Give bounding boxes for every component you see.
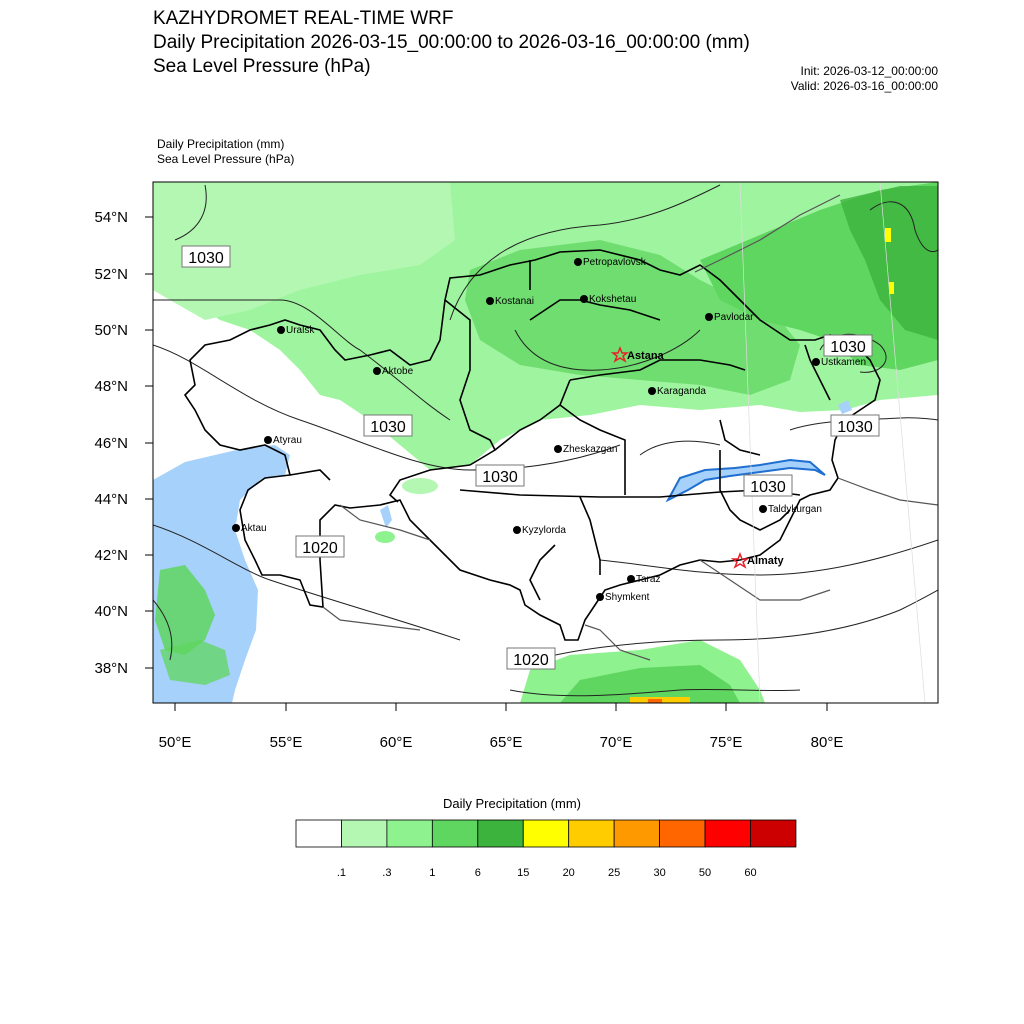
city-marker [264,436,272,444]
isobar-label: 1020 [513,652,549,669]
colorbar-swatch [387,820,432,847]
colorbar-label: 15 [517,867,530,879]
colorbar-swatch [296,820,341,847]
city-label: Karaganda [657,386,706,397]
precip-patch [402,478,438,494]
city-label: Petropavlovsk [583,257,646,268]
city-marker [373,367,381,375]
lat-label: 48°N [94,378,128,395]
colorbar-swatch [341,820,386,847]
lat-labels [94,209,128,677]
isobar-label: 1020 [302,540,338,557]
city-marker [627,575,635,583]
isobar-label: 1030 [188,250,224,267]
lon-label: 65°E [489,734,523,751]
colorbar-label: 60 [744,867,757,879]
chart-subtitle-pressure: Sea Level Pressure (hPa) [153,56,371,77]
lat-axis [145,217,153,668]
colorbar-swatch [614,820,659,847]
city-marker [812,358,820,366]
chart-title: KAZHYDROMET REAL-TIME WRF [153,8,454,29]
city-label: Kostanai [495,296,534,307]
city-label: Taraz [636,574,661,585]
city-marker [554,445,562,453]
lon-label: 50°E [158,734,192,751]
precip-spot-red [648,699,662,703]
city-label: Uralsk [286,325,315,336]
city-label: Aktau [241,523,267,534]
city-marker [759,505,767,513]
colorbar-label: 6 [474,867,481,879]
field-legend-pressure: Sea Level Pressure (hPa) [157,152,295,166]
city-label: Atyrau [273,435,302,446]
city-marker [513,526,521,534]
colorbar-swatch [432,820,477,847]
city-marker [648,387,656,395]
city-marker [486,297,494,305]
lon-label: 55°E [269,734,303,751]
valid-time: Valid: 2026-03-16_00:00:00 [790,79,938,93]
city-label: Aktobe [382,366,414,377]
city-marker [232,524,240,532]
lon-axis [175,703,827,711]
city-label: Zheskazgan [563,444,618,455]
field-legend-precip: Daily Precipitation (mm) [157,137,285,151]
city-label: Ustkamen [821,357,867,368]
city-label: Shymkent [605,592,650,603]
city-label: Kokshetau [589,294,637,305]
colorbar-swatch [751,820,796,847]
lat-label: 38°N [94,660,128,677]
colorbar-label: 20 [562,867,575,879]
lat-label: 54°N [94,209,128,226]
city-label-capital: Almaty [747,555,784,567]
isobar-label: 1030 [750,479,786,496]
isobar-label: 1030 [837,419,873,436]
colorbar-label: 25 [608,867,621,879]
colorbar-label: .1 [336,867,347,879]
city-marker [580,295,588,303]
lat-label: 52°N [94,266,128,283]
init-time: Init: 2026-03-12_00:00:00 [800,64,938,78]
lat-label: 40°N [94,603,128,620]
city-label-capital: Astana [627,350,664,362]
precip-spot-yellow [885,228,891,242]
city-label: Taldykurgan [768,504,822,515]
city-marker [574,258,582,266]
lat-label: 46°N [94,435,128,452]
colorbar [295,819,797,849]
colorbar-swatch [705,820,750,847]
lat-label: 42°N [94,547,128,564]
colorbar-swatch [660,820,705,847]
isobar-label: 1030 [830,339,866,356]
city-marker [705,313,713,321]
colorbar-swatch [478,820,523,847]
colorbar-swatch [523,820,568,847]
colorbar-label: .3 [382,867,392,879]
city-marker [596,593,604,601]
colorbar-label: 50 [698,867,712,879]
city-label: Pavlodar [714,312,754,323]
colorbar-title: Daily Precipitation (mm) [443,796,581,811]
lon-label: 80°E [810,734,844,751]
city-label: Kyzylorda [522,525,566,536]
lon-label: 75°E [709,734,743,751]
lat-label: 50°N [94,322,128,339]
chart-subtitle-precipitation: Daily Precipitation 2026-03-15_00:00:00 to 2026-03-16_00:00:00 (mm) [153,32,750,53]
colorbar-label: 30 [653,867,666,879]
isobar-label: 1030 [482,469,518,486]
city-marker [277,326,285,334]
precip-patch [375,531,395,543]
lat-label: 44°N [94,491,128,508]
lon-label: 70°E [599,734,633,751]
lon-label: 60°E [379,734,413,751]
colorbar-swatch [569,820,614,847]
colorbar-label: 1 [429,867,436,879]
isobar-label: 1030 [370,419,406,436]
lon-labels [159,734,844,751]
